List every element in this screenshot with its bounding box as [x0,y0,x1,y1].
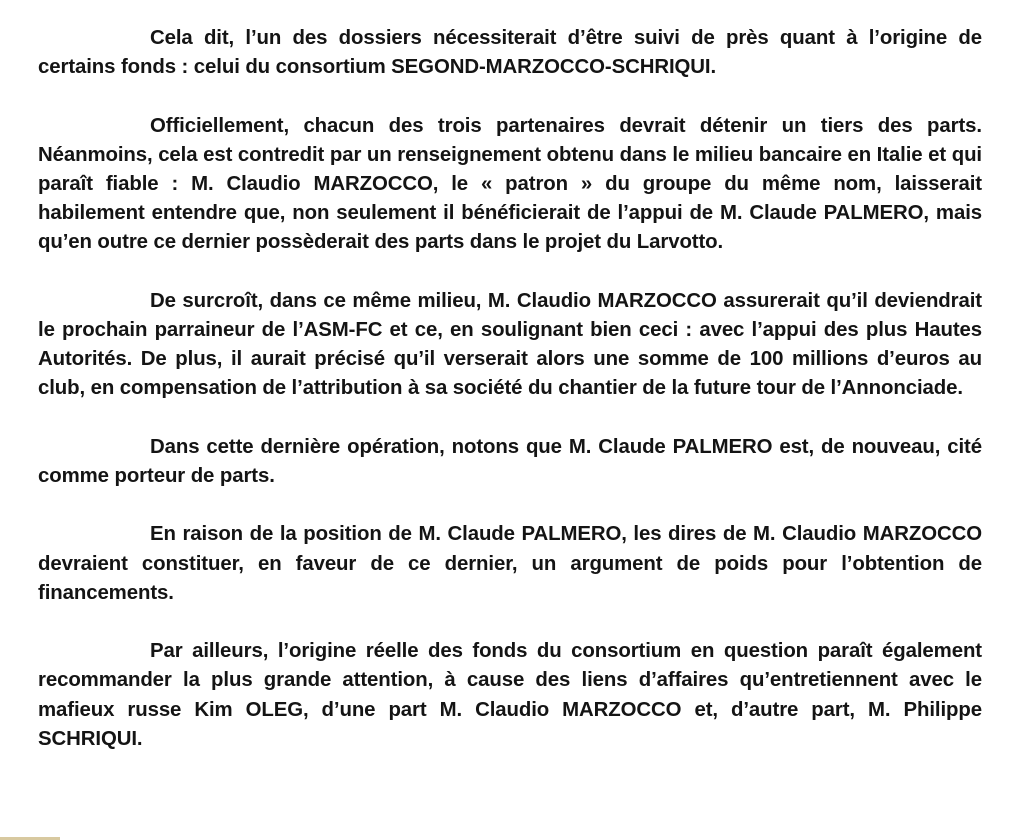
paragraph-3: De surcroît, dans ce même milieu, M. Claudio MARZOCCO assurerait qu’il deviendrait le prochain parraineur de l’ASM-FC et ce, en soulignant bien ceci : avec l’appui des plus Hautes Autorités. De plus, il aurait précisé qu’il verserait alors une somme de 100 millions d’euros au club, en compensation de l’attribution à sa société du chantier de la future tour de l’Annonciade. [38,289,982,400]
paragraph-2: Officiellement, chacun des trois partenaires devrait détenir un tiers des parts. Néanmoins, cela est contredit par un renseignement obtenu dans le milieu bancaire en Italie et qui paraît fiable : M. Claudio MARZOCCO, le « patron » du groupe du même nom, laisserait habilement entendre que, non seulement il bénéficierait de l’appui de M. Claude PALMERO, mais qu’en outre ce dernier possèderait des parts dans le projet du Larvotto. [38,114,982,254]
paragraph-5: En raison de la position de M. Claude PALMERO, les dires de M. Claudio MARZOCCO devraient constituer, en faveur de ce dernier, un argument de poids pour l’obtention de financements. [38,523,982,604]
paragraph-6: Par ailleurs, l’origine réelle des fonds du consortium en question paraît également recommander la plus grande attention, à cause des liens d’affaires qu’entretiennent avec le mafieux russe Kim OLEG, d’une part M. Claudio MARZOCCO et, d’autre part, M. Philippe SCHRIQUI. [38,640,982,750]
document-body [38,24,982,754]
paragraph-4: Dans cette dernière opération, notons que M. Claude PALMERO est, de nouveau, cité comme porteur de parts. [38,435,982,487]
paragraph-1: Cela dit, l’un des dossiers nécessiterait d’être suivi de près quant à l’origine de certains fonds : celui du consortium SEGOND-MARZOCCO-SCHRIQUI. [38,27,982,79]
